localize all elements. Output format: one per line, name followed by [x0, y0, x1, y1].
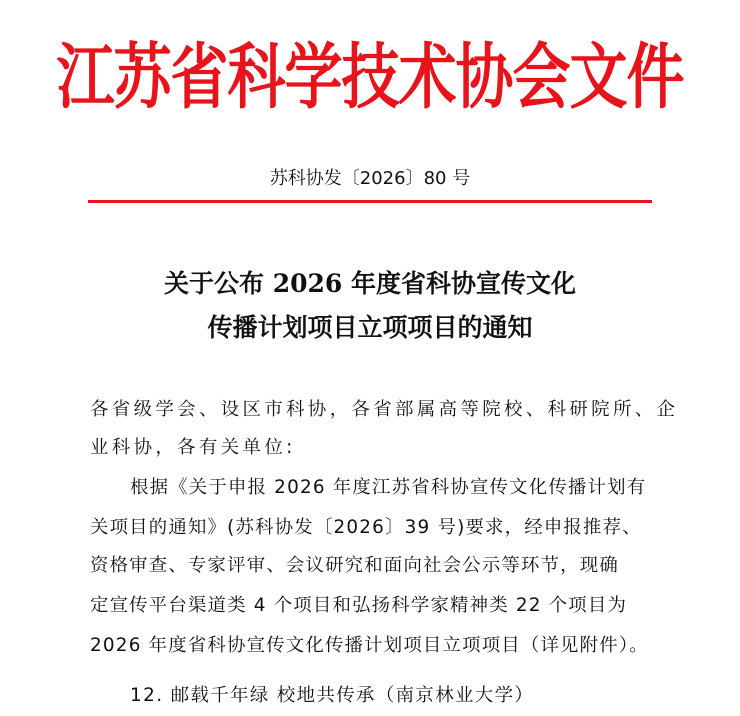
project-list-item: 12. 邮载千年绿 校地共传承（南京林业大学） — [130, 685, 535, 706]
paragraph-line-1: 根据《关于申报 2026 年度江苏省科协宣传文化传播计划有 — [130, 477, 647, 498]
paragraph-line-4: 定宣传平台渠道类 4 个项目和弘扬科学家精神类 22 个项目为 — [90, 595, 628, 616]
addressee-line-2: 业科协，各有关单位: — [90, 437, 296, 458]
masthead-title: 江苏省科学技术协会文件 — [56, 35, 684, 119]
paragraph-line-2: 关项目的通知》(苏科协发〔2026〕39 号)要求，经申报推荐、 — [90, 517, 642, 538]
notice-title-line-1: 关于公布 2026 年度省科协宣传文化 — [164, 269, 576, 298]
addressee-line-1: 各省级学会、设区市科协，各省部属高等院校、科研院所、企 — [90, 399, 679, 420]
paragraph-line-3: 资格审查、专家评审、会议研究和面向社会公示等环节，现确 — [90, 555, 619, 576]
red-divider-rule — [88, 200, 652, 203]
notice-title-line-2: 传播计划项目立项项目的通知 — [207, 313, 533, 342]
paragraph-line-5: 2026 年度省科协宣传文化传播计划项目立项项目（详见附件）。 — [90, 635, 649, 656]
document-number: 苏科协发〔2026〕80 号 — [269, 168, 471, 189]
